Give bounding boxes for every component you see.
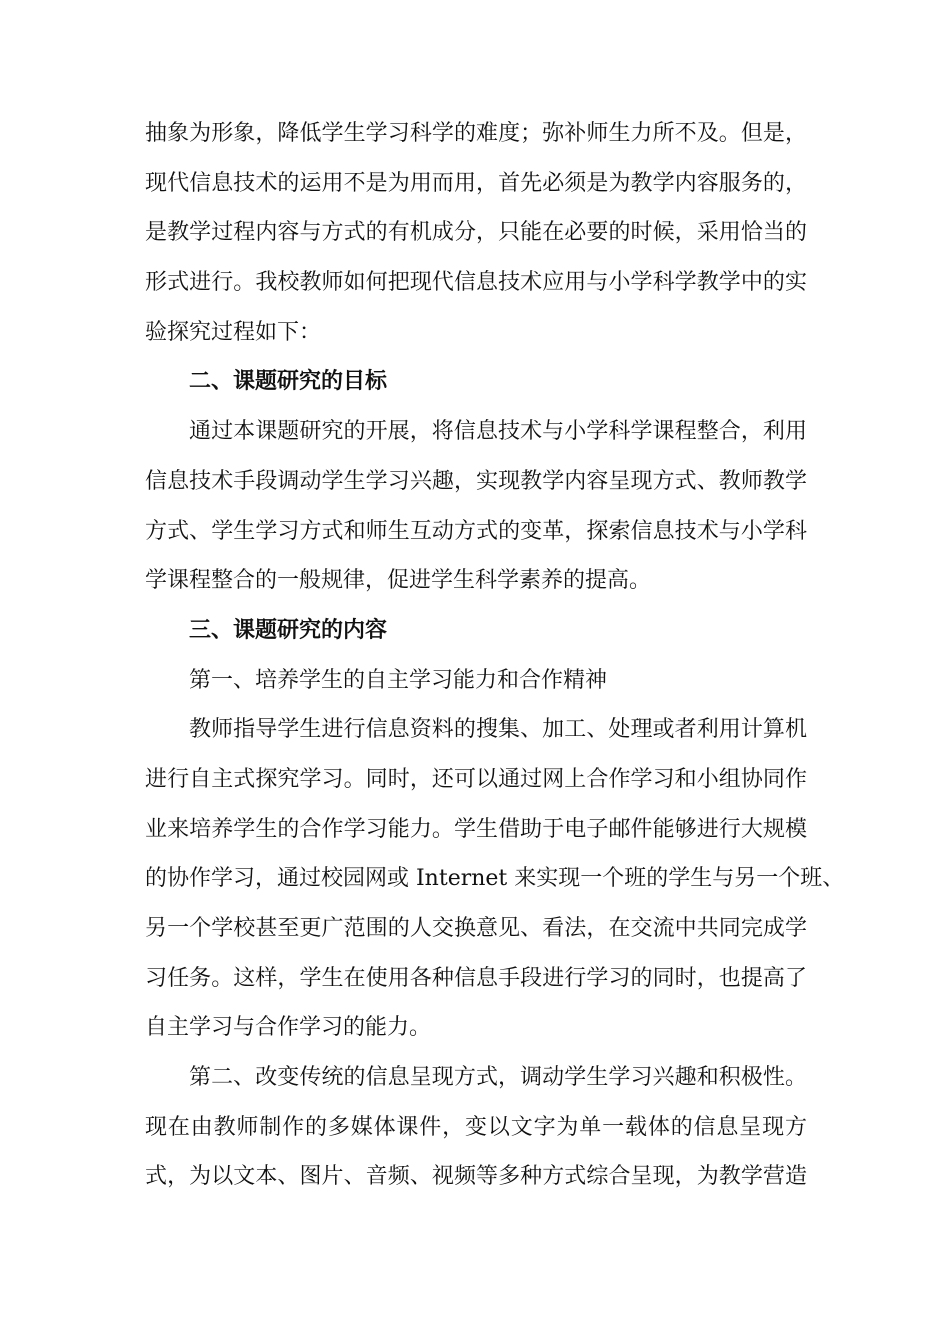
text-line: 验探究过程如下： [145, 319, 322, 345]
section-heading: 三、课题研究的内容 [189, 617, 388, 643]
text-line: 现在由教师制作的多媒体课件，变以文字为单一载体的信息呈现方 [145, 1114, 807, 1140]
text-line: 自主学习与合作学习的能力。 [145, 1015, 432, 1041]
text-line: 另一个学校甚至更广范围的人交换意见、看法，在交流中共同完成学 [145, 916, 807, 941]
text-line: 第二、改变传统的信息呈现方式，调动学生学习兴趣和积极性。 [189, 1065, 807, 1091]
text-line: 的协作学习，通过校园网或 Internet 来实现一个班的学生与另一个班、 [145, 866, 845, 892]
document-body [145, 109, 845, 1202]
text-line: 习任务。这样，学生在使用各种信息手段进行学习的同时，也提高了 [145, 965, 807, 991]
text-line: 业来培养学生的合作学习能力。学生借助于电子邮件能够进行大规模 [145, 816, 807, 842]
text-line: 形式进行。我校教师如何把现代信息技术应用与小学科学教学中的实 [145, 270, 807, 296]
text-line: 式，为以文本、图片、音频、视频等多种方式综合呈现，为教学营造 [145, 1164, 807, 1190]
text-line: 现代信息技术的运用不是为用而用，首先必须是为教学内容服务的， [145, 170, 807, 196]
text-line: 信息技术手段调动学生学习兴趣，实现教学内容呈现方式、教师教学 [145, 468, 807, 494]
text-line: 第一、培养学生的自主学习能力和合作精神 [189, 667, 608, 693]
text-line: 进行自主式探究学习。同时，还可以通过网上合作学习和小组协同作 [145, 766, 807, 792]
section-heading: 二、课题研究的目标 [189, 369, 388, 395]
text-line: 教师指导学生进行信息资料的搜集、加工、处理或者利用计算机 [189, 717, 807, 743]
text-line: 是教学过程内容与方式的有机成分，只能在必要的时候，采用恰当的 [145, 220, 807, 246]
text-line: 学课程整合的一般规律，促进学生科学素养的提高。 [145, 568, 652, 594]
text-line: 抽象为形象，降低学生学习科学的难度；弥补师生力所不及。但是， [145, 121, 807, 146]
text-line: 通过本课题研究的开展，将信息技术与小学科学课程整合，利用 [189, 419, 807, 445]
text-line: 方式、学生学习方式和师生互动方式的变革，探索信息技术与小学科 [145, 518, 807, 544]
